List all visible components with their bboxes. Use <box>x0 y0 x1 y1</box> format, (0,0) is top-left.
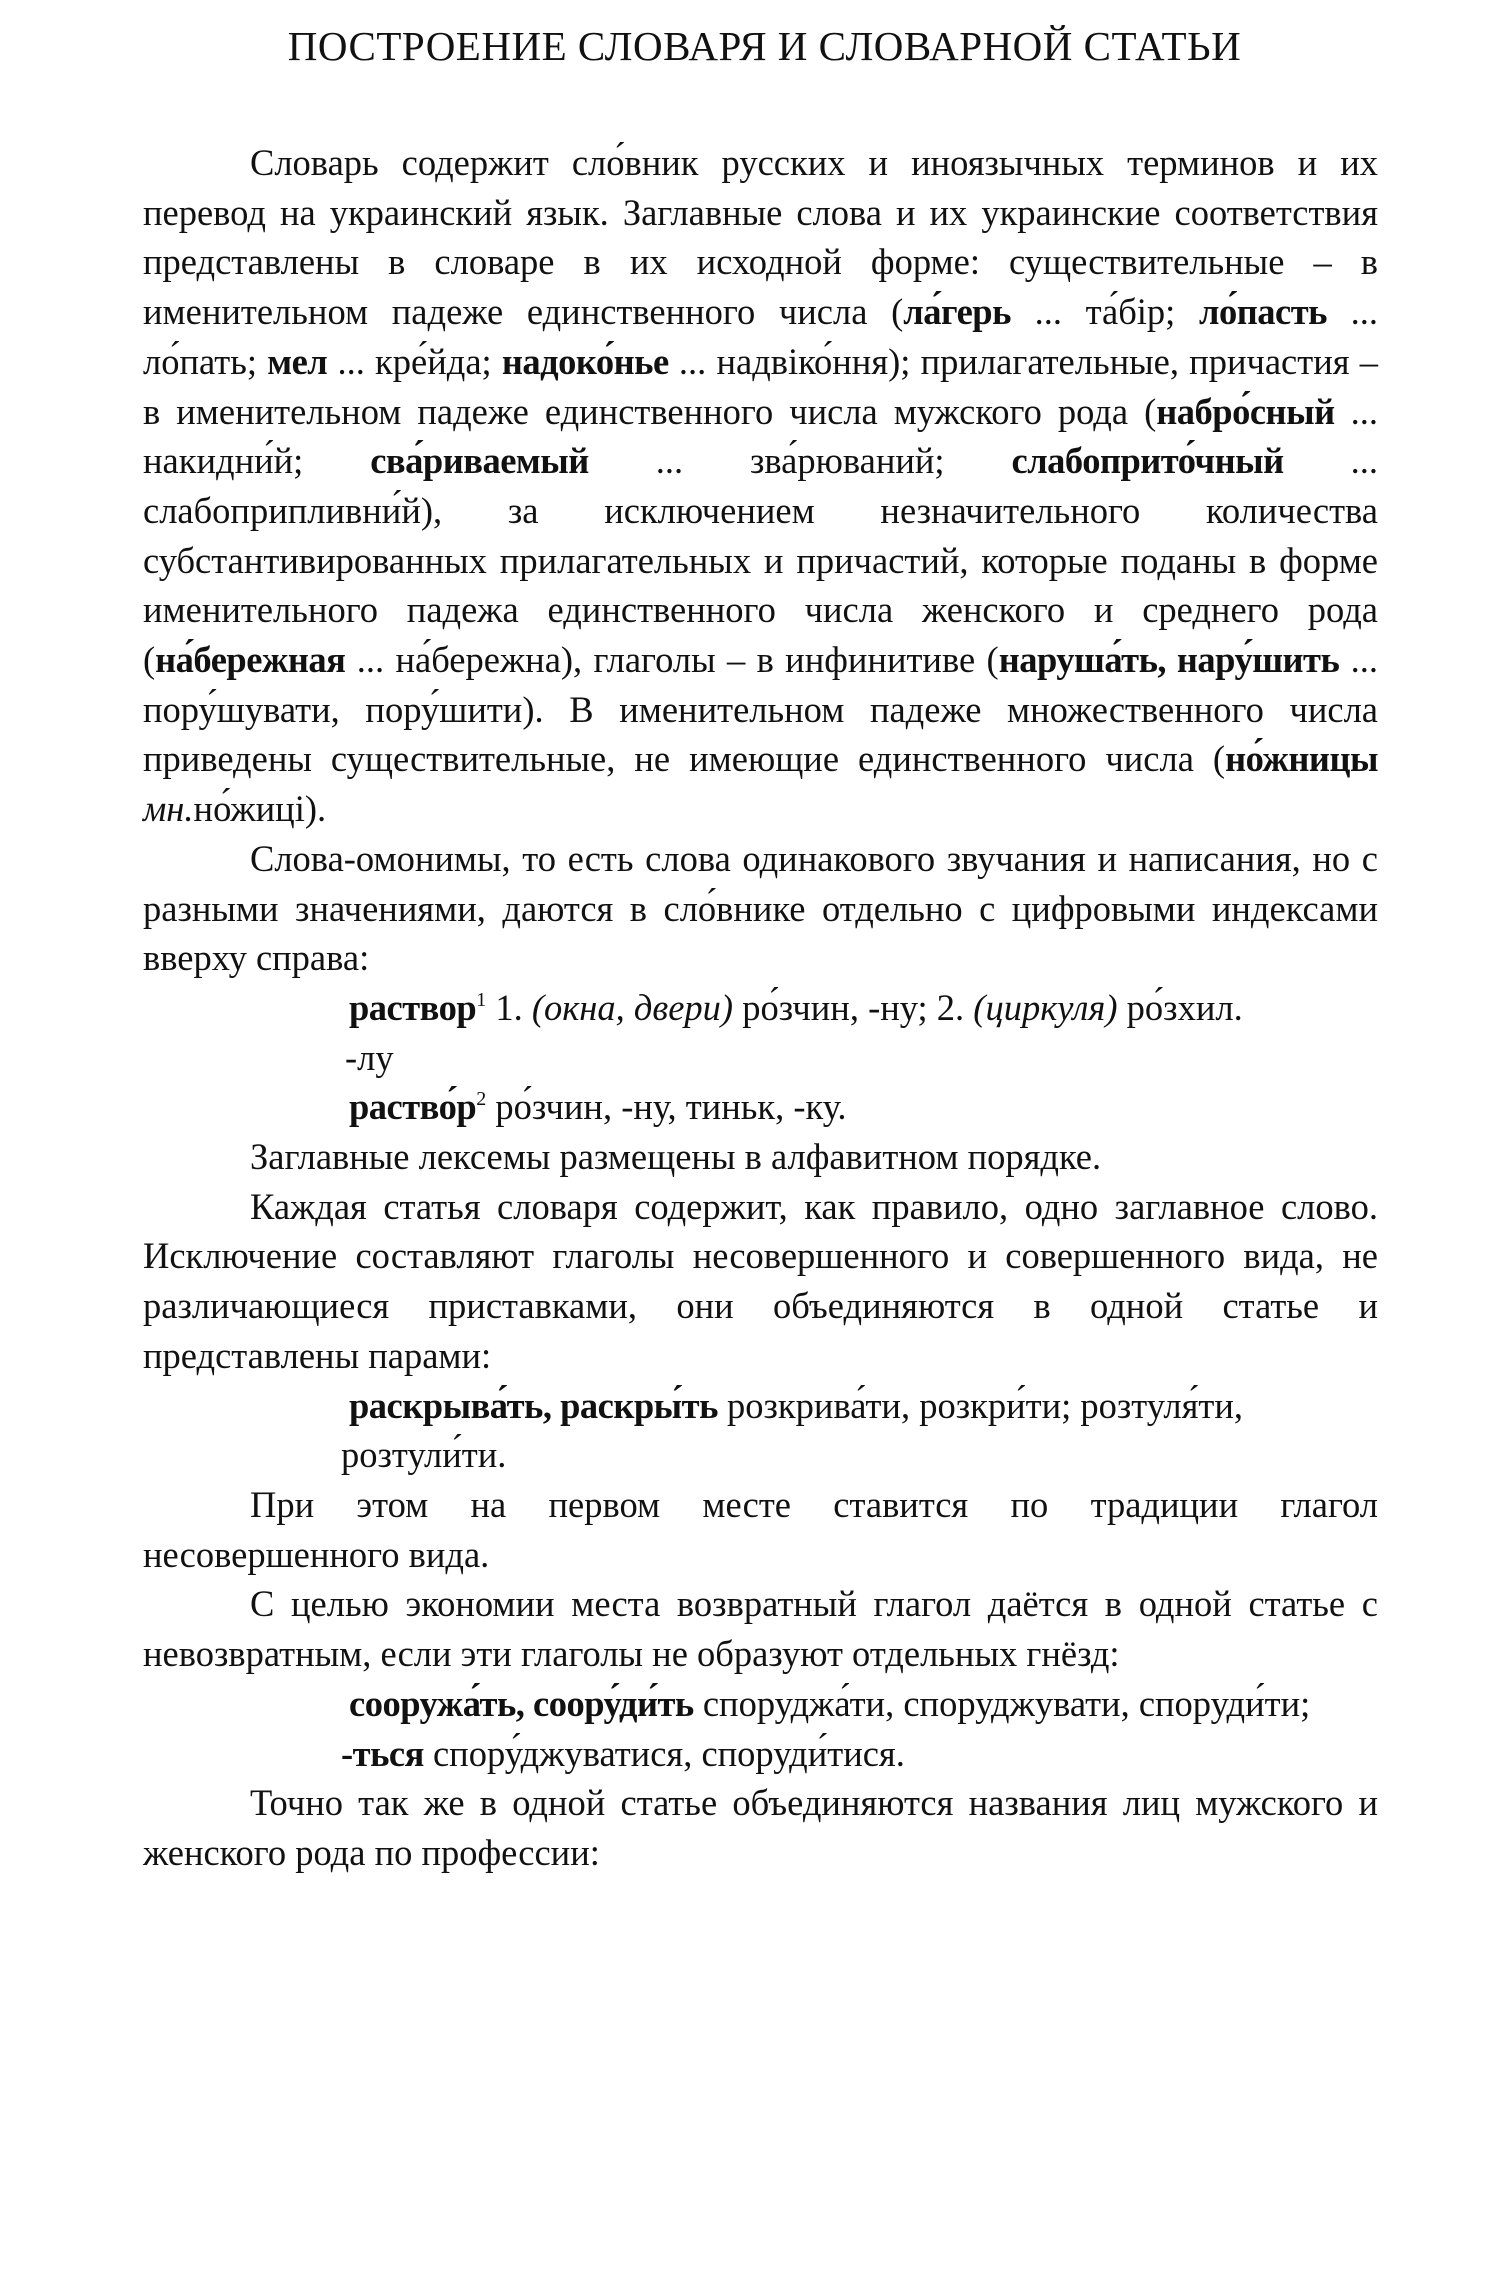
headword: набро́сный <box>1156 390 1335 432</box>
text: ... пору́шувати, пору́шити). В именительном падеже множественного числа приведены существительные, не имеющие единственного числа ( <box>143 639 1379 780</box>
paragraph-homonyms: Слова-омонимы, то есть слова одинакового звучания и написания, но с разными значениями, даются в сло́внике отдельно с цифровыми индексами вверху справа: <box>143 837 1378 979</box>
headword: наруша́ть, нару́шить <box>998 639 1340 681</box>
text: ... накидни́й; <box>143 390 1379 482</box>
paragraph-reflexive: С целью экономии места возвратный глагол даётся в одной статье с невозвратным, если эти глаголы не образуют отдельных гнёзд: <box>143 1583 1378 1675</box>
example-entry-4-continuation <box>143 1729 1378 1779</box>
example-entry-4 <box>143 1679 1378 1729</box>
headword: раство́р <box>349 1086 477 1128</box>
paragraph-intro <box>143 138 1378 834</box>
headword: на́бережная <box>155 639 346 681</box>
example-entry-1 <box>143 983 1378 1033</box>
text: ро́зхил. <box>1117 986 1243 1028</box>
text: 1. <box>486 986 532 1028</box>
headword: -ться <box>341 1732 424 1774</box>
homonym-index: 2 <box>476 1088 487 1111</box>
body-text <box>143 138 1378 1878</box>
text: ... на́бережна), глаголы – в инфинитиве ( <box>345 639 999 681</box>
headword: сва́риваемый <box>370 440 589 482</box>
text: Словарь содержит сло́вник русских и иноязычных терминов и их перевод на украинский язык. Заглавные слова и их украинские соответствия представлены в словаре в их исходной форме: существительные – в именительном падеже единственного числа ( <box>143 142 1378 333</box>
text: ... кре́йда; <box>327 340 502 382</box>
headword: ло́пасть <box>1199 291 1327 333</box>
text: розкрива́ти, розкри́ти; розтуля́ти, <box>717 1384 1244 1426</box>
text: ро́зчин, -ну; 2. <box>733 986 974 1028</box>
abbreviation: мн. <box>143 788 194 830</box>
gloss: (окна, двери) <box>531 986 734 1028</box>
text: споруджа́ти, споруджувати, споруди́ти; <box>693 1682 1311 1724</box>
headword: ла́герь <box>903 291 1011 333</box>
headword: раскрыва́ть, раскры́ть <box>349 1384 718 1426</box>
example-entry-2 <box>143 1082 1378 1132</box>
headword: раствор <box>349 986 477 1028</box>
example-entry-3 <box>143 1381 1378 1431</box>
headword: сооружа́ть, соору́ди́ть <box>349 1682 694 1724</box>
text: ... та́бір; <box>1010 291 1199 333</box>
text: спору́джуватися, споруди́тися. <box>423 1732 905 1774</box>
text: ро́зчин, -ну, тиньк, -ку. <box>486 1086 847 1128</box>
text: ... надвіко́ння); прилагательные, причастия – в именительном падеже единственного числа мужского рода ( <box>143 340 1378 432</box>
text: ... зва́рюваний; <box>588 440 1012 482</box>
example-entry-1-continuation: -лу <box>345 1036 394 1078</box>
homonym-index: 1 <box>476 988 487 1011</box>
headword: мел <box>267 340 328 382</box>
text: ... ло́пать; <box>143 291 1379 382</box>
headword: надоко́нье <box>501 340 669 382</box>
headword: но́жницы <box>1225 738 1378 780</box>
headword: слабоприто́чный <box>1011 440 1284 482</box>
paragraph-tradition: При этом на первом месте ставится по традиции глагол несовершенного вида. <box>143 1483 1378 1575</box>
paragraph-professions: Точно так же в одной статье объединяются названия лиц мужского и женского рода по профессии: <box>143 1782 1378 1873</box>
paragraph-alphabetical: Заглавные лексемы размещены в алфавитном порядке. <box>250 1136 1102 1178</box>
gloss: (циркуля) <box>973 986 1118 1028</box>
text: ... слабоприпливни́й), за исключением незначительного количества субстантивированных прилагательных и причастий, которые поданы в форме именительного падежа единственного числа женского и среднего рода ( <box>143 440 1379 681</box>
page-title: ПОСТРОЕНИЕ СЛОВАРЯ И СЛОВАРНОЙ СТАТЬИ <box>287 23 1242 69</box>
paragraph-entry-structure: Каждая статья словаря содержит, как правило, одно заглавное слово. Исключение составляют глаголы несовершенного и совершенного вида, не различающиеся приставками, они объединяются в одной статье и представлены парами: <box>143 1185 1378 1376</box>
text: но́жиці). <box>193 788 327 830</box>
example-entry-3-continuation: розтули́ти. <box>341 1434 507 1476</box>
